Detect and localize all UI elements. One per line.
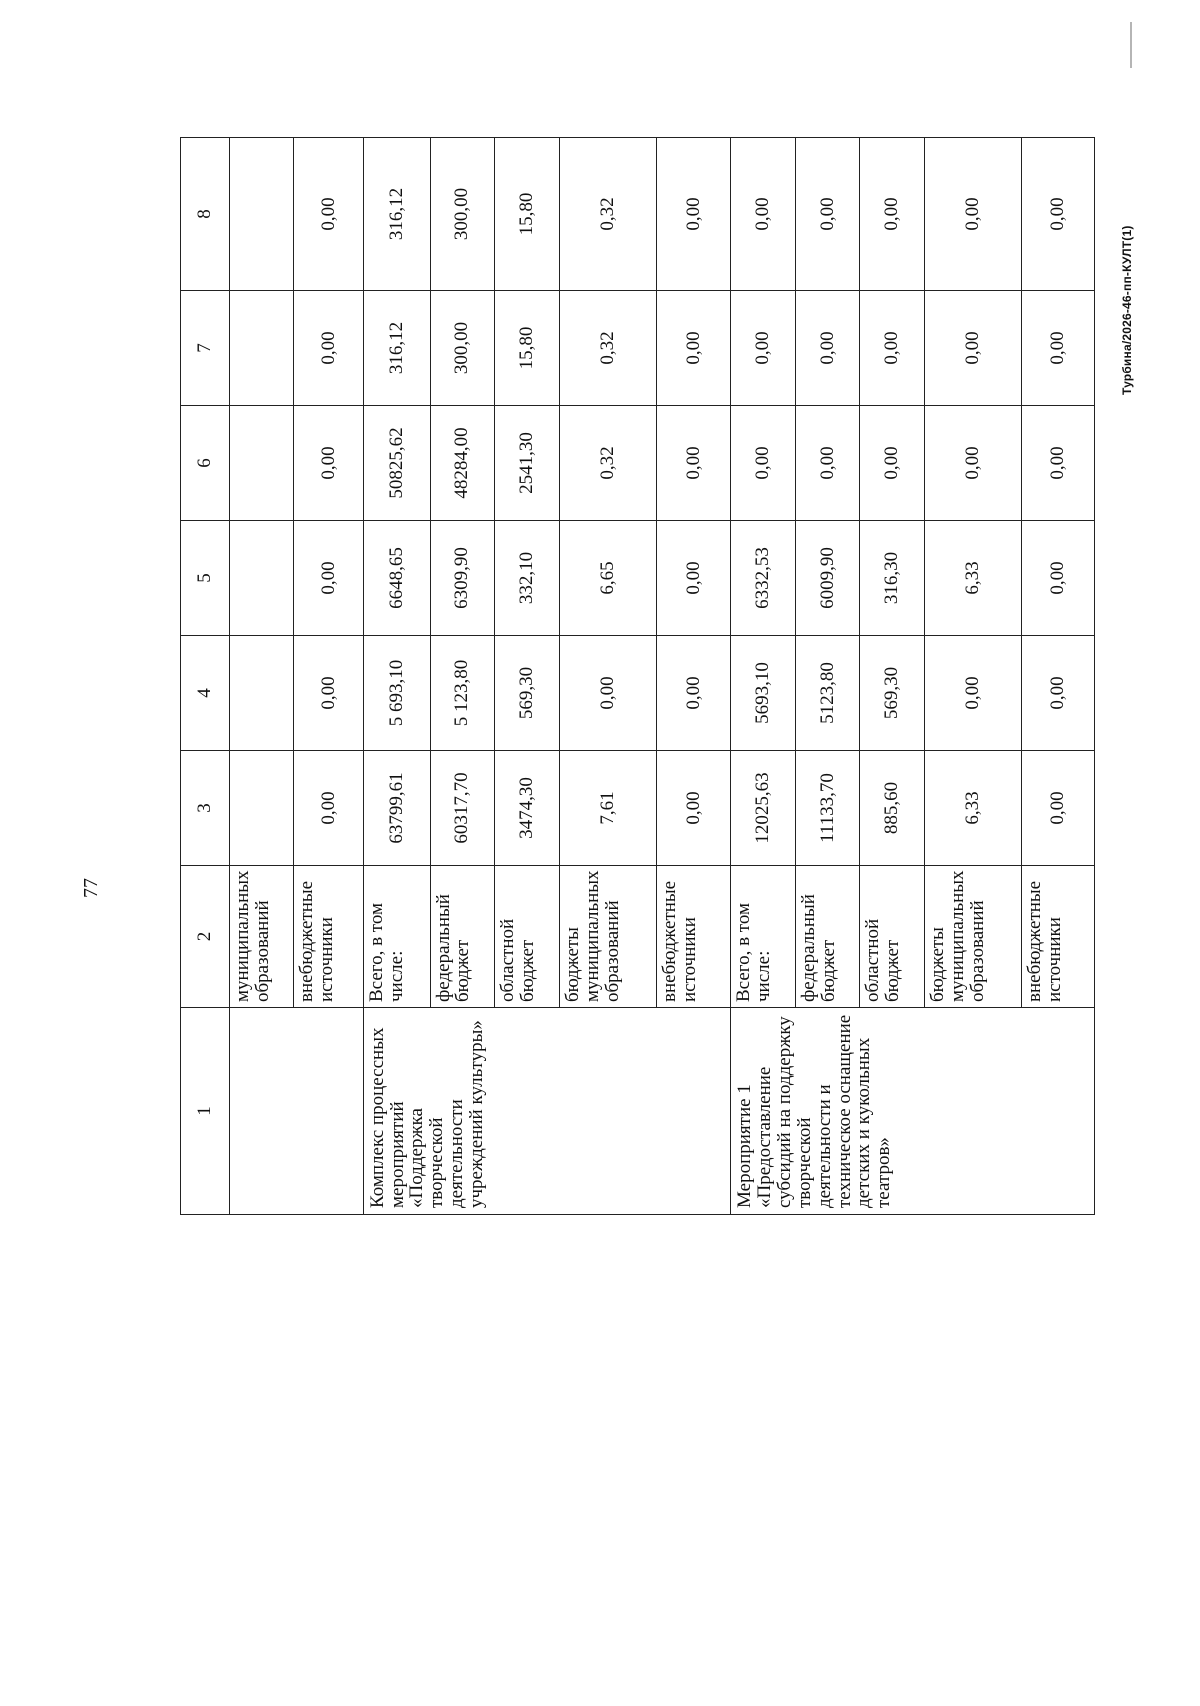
- value-cell: 6,33: [925, 521, 1022, 636]
- value-cell: 0,00: [294, 751, 363, 866]
- value-cell: [229, 636, 294, 751]
- value-cell: 5123,80: [795, 636, 860, 751]
- value-cell: 48284,00: [430, 406, 495, 521]
- value-cell: 0,32: [560, 406, 657, 521]
- value-cell: 0,00: [294, 521, 363, 636]
- value-cell: 0,00: [925, 291, 1022, 406]
- value-cell: 0,00: [1022, 636, 1095, 751]
- value-cell: 569,30: [495, 636, 560, 751]
- value-cell: 0,00: [657, 751, 730, 866]
- value-cell: 0,00: [795, 291, 860, 406]
- table-row: [363, 138, 430, 1215]
- value-cell: 0,00: [860, 406, 925, 521]
- value-cell: 0,00: [925, 406, 1022, 521]
- value-cell: 5693,10: [730, 636, 795, 751]
- value-cell: 6332,53: [730, 521, 795, 636]
- page-edge-mark: [1130, 22, 1132, 68]
- header-cell: 5: [181, 521, 230, 636]
- document-code: Турбина/2026-46-пп-КУЛТ(1): [1120, 225, 1134, 395]
- budget-table: [180, 137, 1095, 1215]
- value-cell: 0,00: [925, 138, 1022, 291]
- table-row: [229, 138, 294, 1215]
- row-label: бюджеты муниципальных образований: [560, 866, 657, 1008]
- value-cell: 0,00: [657, 521, 730, 636]
- header-cell: 7: [181, 291, 230, 406]
- value-cell: 15,80: [495, 138, 560, 291]
- value-cell: 0,00: [860, 138, 925, 291]
- value-cell: 0,00: [795, 406, 860, 521]
- page-number: 77: [80, 878, 102, 898]
- row-label: бюджеты муниципальных образований: [925, 866, 1022, 1008]
- header-cell: 8: [181, 138, 230, 291]
- header-cell: 4: [181, 636, 230, 751]
- value-cell: 0,00: [657, 406, 730, 521]
- row-label: федеральный бюджет: [430, 866, 495, 1008]
- value-cell: [229, 138, 294, 291]
- value-cell: 0,00: [657, 138, 730, 291]
- value-cell: 885,60: [860, 751, 925, 866]
- value-cell: 15,80: [495, 291, 560, 406]
- value-cell: 0,00: [560, 636, 657, 751]
- value-cell: 7,61: [560, 751, 657, 866]
- header-row: [181, 138, 230, 1215]
- value-cell: 0,32: [560, 291, 657, 406]
- value-cell: 316,30: [860, 521, 925, 636]
- value-cell: 12025,63: [730, 751, 795, 866]
- value-cell: [229, 751, 294, 866]
- value-cell: 0,00: [795, 138, 860, 291]
- value-cell: 50825,62: [363, 406, 430, 521]
- value-cell: 569,30: [860, 636, 925, 751]
- row-label: муниципальных образований: [229, 866, 294, 1008]
- group-cell-empty: [229, 1008, 363, 1215]
- value-cell: 300,00: [430, 291, 495, 406]
- value-cell: 3474,30: [495, 751, 560, 866]
- value-cell: 2541,30: [495, 406, 560, 521]
- value-cell: 316,12: [363, 138, 430, 291]
- table-row: [730, 138, 795, 1215]
- value-cell: 6,33: [925, 751, 1022, 866]
- row-label: федеральный бюджет: [795, 866, 860, 1008]
- value-cell: 5 123,80: [430, 636, 495, 751]
- header-cell: 2: [181, 866, 230, 1008]
- row-label: Всего, в том числе:: [363, 866, 430, 1008]
- value-cell: 0,00: [657, 636, 730, 751]
- row-label: Всего, в том числе:: [730, 866, 795, 1008]
- value-cell: 0,00: [1022, 406, 1095, 521]
- value-cell: 11133,70: [795, 751, 860, 866]
- value-cell: 0,00: [1022, 751, 1095, 866]
- value-cell: 0,32: [560, 138, 657, 291]
- header-cell: 3: [181, 751, 230, 866]
- group-title-complex: Комплекс процессных мероприятий «Поддержка творческой деятельности учреждений культуры»: [363, 1008, 730, 1215]
- value-cell: 0,00: [730, 406, 795, 521]
- row-label: внебюджетные источники: [657, 866, 730, 1008]
- value-cell: 0,00: [657, 291, 730, 406]
- group-title-measure-1: Мероприятие 1 «Предоставление субсидий на поддержку творческой деятельности и техническое оснащение детских и кукольных театров»: [730, 1008, 1094, 1215]
- value-cell: 0,00: [294, 636, 363, 751]
- value-cell: 0,00: [294, 138, 363, 291]
- header-cell: 6: [181, 406, 230, 521]
- row-label: областной бюджет: [495, 866, 560, 1008]
- value-cell: 6309,90: [430, 521, 495, 636]
- value-cell: 0,00: [860, 291, 925, 406]
- value-cell: 60317,70: [430, 751, 495, 866]
- row-label: внебюджетные источники: [294, 866, 363, 1008]
- value-cell: 0,00: [730, 138, 795, 291]
- value-cell: 0,00: [730, 291, 795, 406]
- row-label: областной бюджет: [860, 866, 925, 1008]
- header-cell: 1: [181, 1008, 230, 1215]
- value-cell: 0,00: [294, 291, 363, 406]
- value-cell: 6009,90: [795, 521, 860, 636]
- value-cell: [229, 406, 294, 521]
- value-cell: 300,00: [430, 138, 495, 291]
- value-cell: 63799,61: [363, 751, 430, 866]
- value-cell: 0,00: [925, 636, 1022, 751]
- value-cell: 6,65: [560, 521, 657, 636]
- budget-table-rotated: [180, 138, 1095, 1215]
- value-cell: 332,10: [495, 521, 560, 636]
- row-label: внебюджетные источники: [1022, 866, 1095, 1008]
- value-cell: 6648,65: [363, 521, 430, 636]
- value-cell: 5 693,10: [363, 636, 430, 751]
- value-cell: 0,00: [1022, 138, 1095, 291]
- value-cell: 0,00: [294, 406, 363, 521]
- value-cell: [229, 291, 294, 406]
- value-cell: 0,00: [1022, 521, 1095, 636]
- value-cell: 316,12: [363, 291, 430, 406]
- value-cell: 0,00: [1022, 291, 1095, 406]
- value-cell: [229, 521, 294, 636]
